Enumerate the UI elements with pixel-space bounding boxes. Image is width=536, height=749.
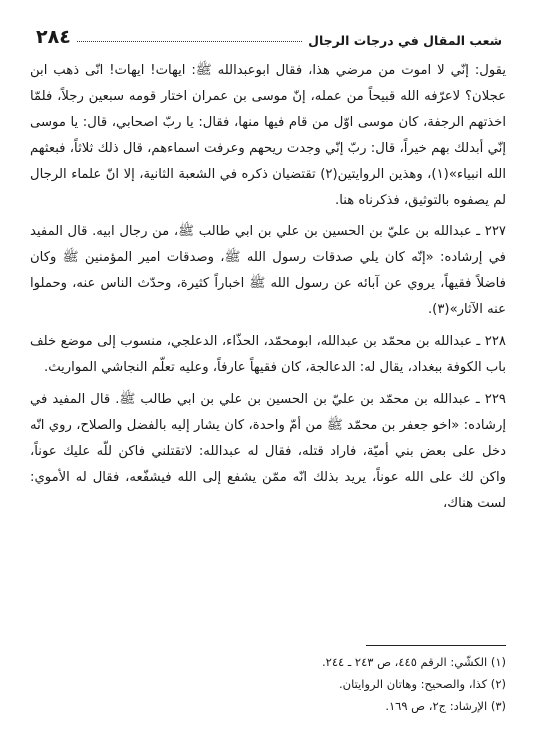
- body-text: [30, 58, 506, 516]
- book-page: [30, 0, 506, 749]
- footnote-separator: [366, 645, 506, 646]
- running-title: شعب المقال في درجات الرجال: [308, 33, 502, 48]
- footnote: (٢) كذا، والصحيح: وهاتان الروايتان.: [339, 677, 506, 691]
- footnote: (١) الكشّي: الرقم ٤٤٥، ص ٢٤٣ ـ ٢٤٤.: [322, 655, 506, 669]
- header-dotted-rule: [77, 41, 302, 42]
- page-number: ٢٨٤: [36, 26, 71, 48]
- paragraph: يقول: إنّي لا اموت من مرضي هذا، فقال ابوعبدالله ﷺ: ايهات! ايهات! انّى ذهب ابن عجلان؟ لاعرّفه الله قبيحاً من عمله، إنّ موسى بن عمران اختار قومه سبعين رجلاً، فلمّا اخذتهم الرجفة، كان موسى اوّل من قام فيها منها، فقال: يا ربّ اصحابي، قال: يا موسى إنّي أبدلك بهم خيراً، قال: ربّ إنّي وجدت ريحهم وعرفت اسماءهم، قال ذلك ثلاثاً، فبعثهم الله انبياء»(١)، وهذين الروايتين(٢) تقتضيان ذكره في الشعبة الثانية، إلا انّ علماء الرجال لم يصفوه بالتوثيق، فذكرناه هنا.: [30, 63, 506, 208]
- paragraph: ٢٢٩ ـ عبدالله بن محمّد بن عليّ بن الحسين بن علي بن ابي طالب ﷺ. قال المفيد في إرشاده: «اخو جعفر بن محمّد ﷺ من أمّ واحدة، كان يشار إليه بالفضل والصلاح، روي انّه دخل على بعض بني أميّة، فاراد قتله، فقال له عبدالله: لاتقتلني فاكن للّه عليك عوناً، واكن لك على الله عوناً، يريد بذلك انّه ممّن يشفع إلى الله فيشفّعه، فقال له الأموي: لست هناك،: [30, 391, 506, 511]
- paragraph: ٢٢٨ ـ عبدالله بن محمّد بن عبدالله، ابومحمّد، الحذّاء، الدعلجي، منسوب إلى موضع خلف باب الكوفة ببغداد، يقال له: الدعالجة، كان فقيهاً عارفاً، وعليه تعلّم النجاشي المواريث.: [30, 334, 506, 375]
- footnotes: [30, 651, 506, 717]
- page-header: [30, 18, 506, 48]
- paragraph: ٢٢٧ ـ عبدالله بن عليّ بن الحسين بن علي بن ابي طالب ﷺ، من رجال ابيه. قال المفيد في إرشاده: «إنّه كان يلي صدقات رسول الله ﷺ، وصدقات امير المؤمنين ﷺ وكان فاضلاً فقيهاً، يروي عن آبائه عن رسول الله ﷺ اخباراً كثيرة، وحدّث الناس عنه، وحملوا عنه الآثار»(٣).: [30, 224, 506, 318]
- footnote: (٣) الإرشاد: ج٢، ص ١٦٩.: [385, 699, 506, 713]
